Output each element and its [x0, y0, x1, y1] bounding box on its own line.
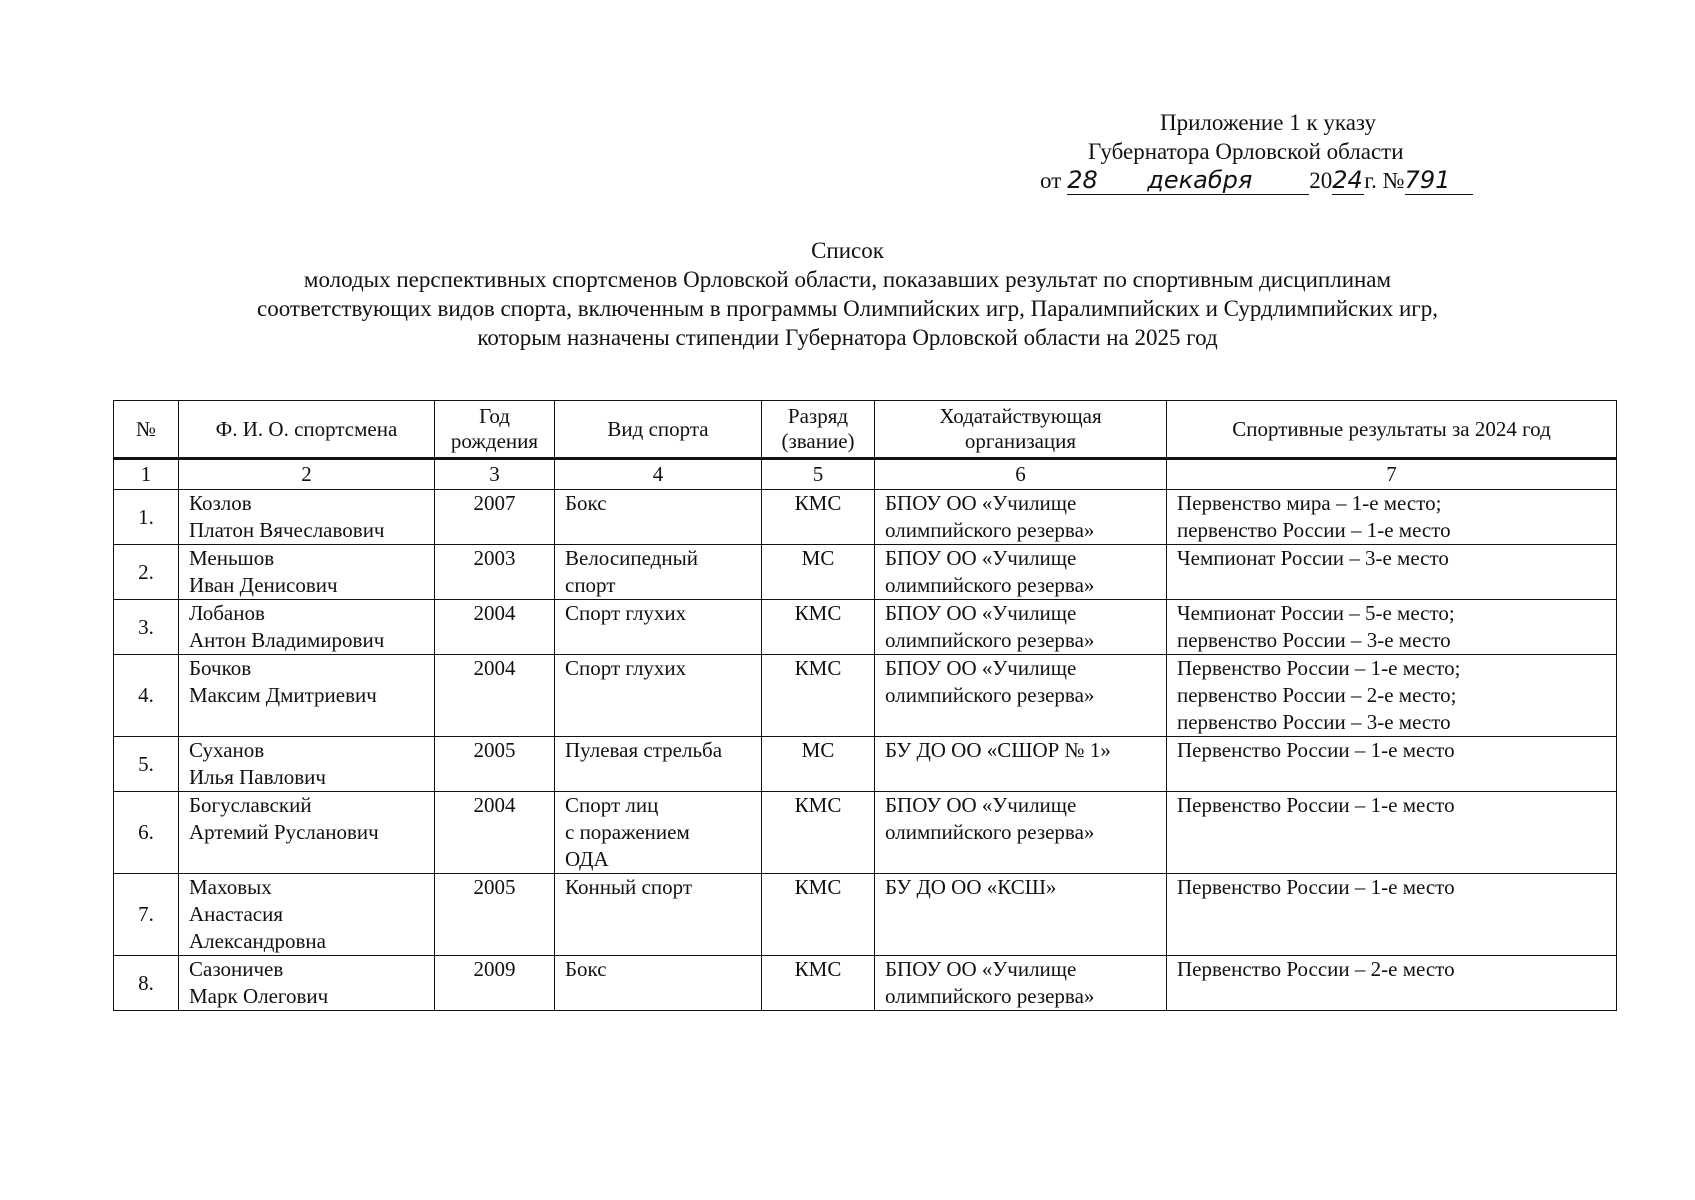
sport-type-line: Спорт глухих: [565, 656, 687, 680]
organization-line: БПОУ ОО «Училище: [885, 491, 1077, 515]
organization-cell: [875, 545, 1167, 600]
sport-type-line: Спорт глухих: [565, 601, 687, 625]
athlete-name-line: Платон Вячеславович: [189, 518, 385, 542]
results-line: первенство России – 2-е место;: [1177, 683, 1457, 707]
organization-cell: [875, 737, 1167, 792]
row-number-cell: 2.: [114, 545, 179, 600]
results-cell: [1167, 956, 1617, 1011]
athlete-name-line: Анастасия: [189, 902, 284, 926]
athlete-name-line: Иван Денисович: [189, 573, 338, 597]
sport-type-line: ОДА: [565, 847, 609, 871]
rank-cell: КМС: [762, 600, 875, 655]
organization-cell: [875, 490, 1167, 545]
athlete-name-line: Артемий Русланович: [189, 820, 379, 844]
results-line: Первенство России – 2-е место: [1177, 957, 1455, 981]
athlete-name-cell: [179, 655, 435, 737]
organization-line: БУ ДО ОО «СШОР № 1»: [885, 738, 1111, 762]
results-cell: [1167, 792, 1617, 874]
results-line: первенство России – 1-е место: [1177, 518, 1451, 542]
results-line: Первенство России – 1-е место: [1177, 793, 1455, 817]
organization-line: БПОУ ОО «Училище: [885, 656, 1077, 680]
athlete-name-cell: [179, 792, 435, 874]
sport-type-line: Велосипедный: [565, 546, 698, 570]
athlete-name-cell: [179, 874, 435, 956]
header-results: Спортивные результаты за 2024 год: [1167, 401, 1617, 459]
athlete-name-line: Илья Павлович: [189, 765, 326, 789]
table-row: [114, 737, 1617, 792]
sport-type-cell: [555, 956, 762, 1011]
sport-type-line: Бокс: [565, 957, 607, 981]
athlete-name-cell: [179, 737, 435, 792]
column-number: 5: [762, 459, 875, 490]
appendix-from: от: [1040, 168, 1062, 193]
column-number: 2: [179, 459, 435, 490]
organization-line: БПОУ ОО «Училище: [885, 546, 1077, 570]
document-title: [0, 236, 1695, 352]
sport-type-cell: [555, 874, 762, 956]
column-number: 7: [1167, 459, 1617, 490]
sport-type-line: с поражением: [565, 820, 690, 844]
results-cell: [1167, 737, 1617, 792]
results-line: Первенство мира – 1-е место;: [1177, 491, 1442, 515]
athlete-name-line: Антон Владимирович: [189, 628, 385, 652]
organization-cell: [875, 600, 1167, 655]
results-line: Чемпионат России – 5-е место;: [1177, 601, 1455, 625]
athlete-name-line: Марк Олегович: [189, 984, 329, 1008]
birth-year-cell: 2004: [435, 600, 555, 655]
handwritten-day: 28: [1067, 168, 1147, 195]
organization-cell: [875, 874, 1167, 956]
handwritten-number: 791: [1405, 168, 1473, 195]
birth-year-cell: 2004: [435, 655, 555, 737]
organization-cell: [875, 792, 1167, 874]
title-line-1: Список: [811, 238, 884, 263]
table-row: [114, 792, 1617, 874]
title-line-2: молодых перспективных спортсменов Орловской области, показавших результат по спортивным дисциплинам: [303, 267, 1392, 292]
birth-year-cell: 2005: [435, 874, 555, 956]
column-numbers-row: [114, 459, 1617, 490]
table-row: [114, 545, 1617, 600]
organization-line: олимпийского резерва»: [885, 820, 1095, 844]
handwritten-month: декабря: [1147, 168, 1309, 195]
column-number: 3: [435, 459, 555, 490]
athlete-name-cell: [179, 490, 435, 545]
birth-year-cell: 2005: [435, 737, 555, 792]
athlete-name-line: Меньшов: [189, 546, 275, 570]
birth-year-cell: 2007: [435, 490, 555, 545]
row-number-cell: 4.: [114, 655, 179, 737]
header-name: Ф. И. О. спортсмена: [179, 401, 435, 459]
organization-line: БПОУ ОО «Училище: [885, 793, 1077, 817]
birth-year-cell: 2003: [435, 545, 555, 600]
title-line-3: соответствующих видов спорта, включенным в программы Олимпийских игр, Паралимпийских и Сурдлимпийских игр,: [256, 296, 1438, 321]
organization-cell: [875, 655, 1167, 737]
athlete-name-line: Максим Дмитриевич: [189, 683, 377, 707]
results-cell: [1167, 600, 1617, 655]
handwritten-year: 24: [1332, 166, 1363, 194]
organization-line: олимпийского резерва»: [885, 984, 1095, 1008]
results-line: Чемпионат России – 3-е место: [1177, 546, 1449, 570]
results-line: первенство России – 3-е место: [1177, 628, 1451, 652]
row-number-cell: 1.: [114, 490, 179, 545]
athlete-name-line: Лобанов: [189, 601, 265, 625]
athlete-name-line: Богуславский: [189, 793, 312, 817]
sport-type-cell: [555, 655, 762, 737]
athletes-table: [113, 400, 1617, 1011]
sport-type-cell: [555, 737, 762, 792]
table-row: [114, 655, 1617, 737]
title-line-4: которым назначены стипендии Губернатора Орловской области на 2025 год: [477, 325, 1218, 350]
row-number-cell: 5.: [114, 737, 179, 792]
row-number-cell: 6.: [114, 792, 179, 874]
header-year: Год рождения: [435, 401, 555, 459]
row-number-cell: 7.: [114, 874, 179, 956]
sport-type-cell: [555, 792, 762, 874]
table-row: [114, 874, 1617, 956]
rank-cell: МС: [762, 545, 875, 600]
athlete-name-line: Бочков: [189, 656, 252, 680]
organization-line: олимпийского резерва»: [885, 683, 1095, 707]
header-num: №: [114, 401, 179, 459]
rank-cell: КМС: [762, 874, 875, 956]
athlete-name-line: Козлов: [189, 491, 252, 515]
results-line: Первенство России – 1-е место: [1177, 738, 1455, 762]
sport-type-cell: [555, 600, 762, 655]
birth-year-cell: 2004: [435, 792, 555, 874]
column-number: 1: [114, 459, 179, 490]
organization-line: олимпийского резерва»: [885, 628, 1095, 652]
sport-type-line: Конный спорт: [565, 875, 692, 899]
appendix-line-1: Приложение 1 к указу: [1160, 110, 1377, 135]
header-org: Ходатайствующая организация: [875, 401, 1167, 459]
column-number: 6: [875, 459, 1167, 490]
header-rank: Разряд (звание): [762, 401, 875, 459]
sport-type-cell: [555, 490, 762, 545]
rank-cell: КМС: [762, 490, 875, 545]
athlete-name-line: Александровна: [189, 929, 326, 953]
results-cell: [1167, 490, 1617, 545]
sport-type-line: Пулевая стрельба: [565, 738, 723, 762]
results-line: Первенство России – 1-е место;: [1177, 656, 1461, 680]
table-row: [114, 956, 1617, 1011]
athlete-name-cell: [179, 600, 435, 655]
organization-line: БПОУ ОО «Училище: [885, 957, 1077, 981]
sport-type-line: Бокс: [565, 491, 607, 515]
appendix-line-2: Губернатора Орловской области: [1088, 139, 1404, 164]
athlete-name-line: Суханов: [189, 738, 265, 762]
organization-line: БПОУ ОО «Училище: [885, 601, 1077, 625]
appendix-header: [1040, 108, 1560, 195]
athlete-name-cell: [179, 956, 435, 1011]
athlete-name-cell: [179, 545, 435, 600]
header-sport: Вид спорта: [555, 401, 762, 459]
organization-line: олимпийского резерва»: [885, 573, 1095, 597]
results-line: Первенство России – 1-е место: [1177, 875, 1455, 899]
sport-type-line: Спорт лиц: [565, 793, 659, 817]
rank-cell: КМС: [762, 792, 875, 874]
table-row: [114, 600, 1617, 655]
row-number-cell: 3.: [114, 600, 179, 655]
header-row: [114, 401, 1617, 459]
year-prefix: 20: [1309, 168, 1333, 193]
year-suffix-label: г. №: [1364, 168, 1405, 193]
athlete-name-line: Сазоничев: [189, 957, 284, 981]
sport-type-cell: [555, 545, 762, 600]
organization-cell: [875, 956, 1167, 1011]
results-cell: [1167, 545, 1617, 600]
birth-year-cell: 2009: [435, 956, 555, 1011]
rank-cell: КМС: [762, 956, 875, 1011]
results-cell: [1167, 874, 1617, 956]
appendix-date-line: [1040, 166, 1560, 195]
sport-type-line: спорт: [565, 573, 616, 597]
column-number: 4: [555, 459, 762, 490]
rank-cell: КМС: [762, 655, 875, 737]
rank-cell: МС: [762, 737, 875, 792]
table-row: [114, 490, 1617, 545]
results-line: первенство России – 3-е место: [1177, 710, 1451, 734]
row-number-cell: 8.: [114, 956, 179, 1011]
athlete-name-line: Маховых: [189, 875, 272, 899]
organization-line: олимпийского резерва»: [885, 518, 1095, 542]
organization-line: БУ ДО ОО «КСШ»: [885, 875, 1057, 899]
results-cell: [1167, 655, 1617, 737]
